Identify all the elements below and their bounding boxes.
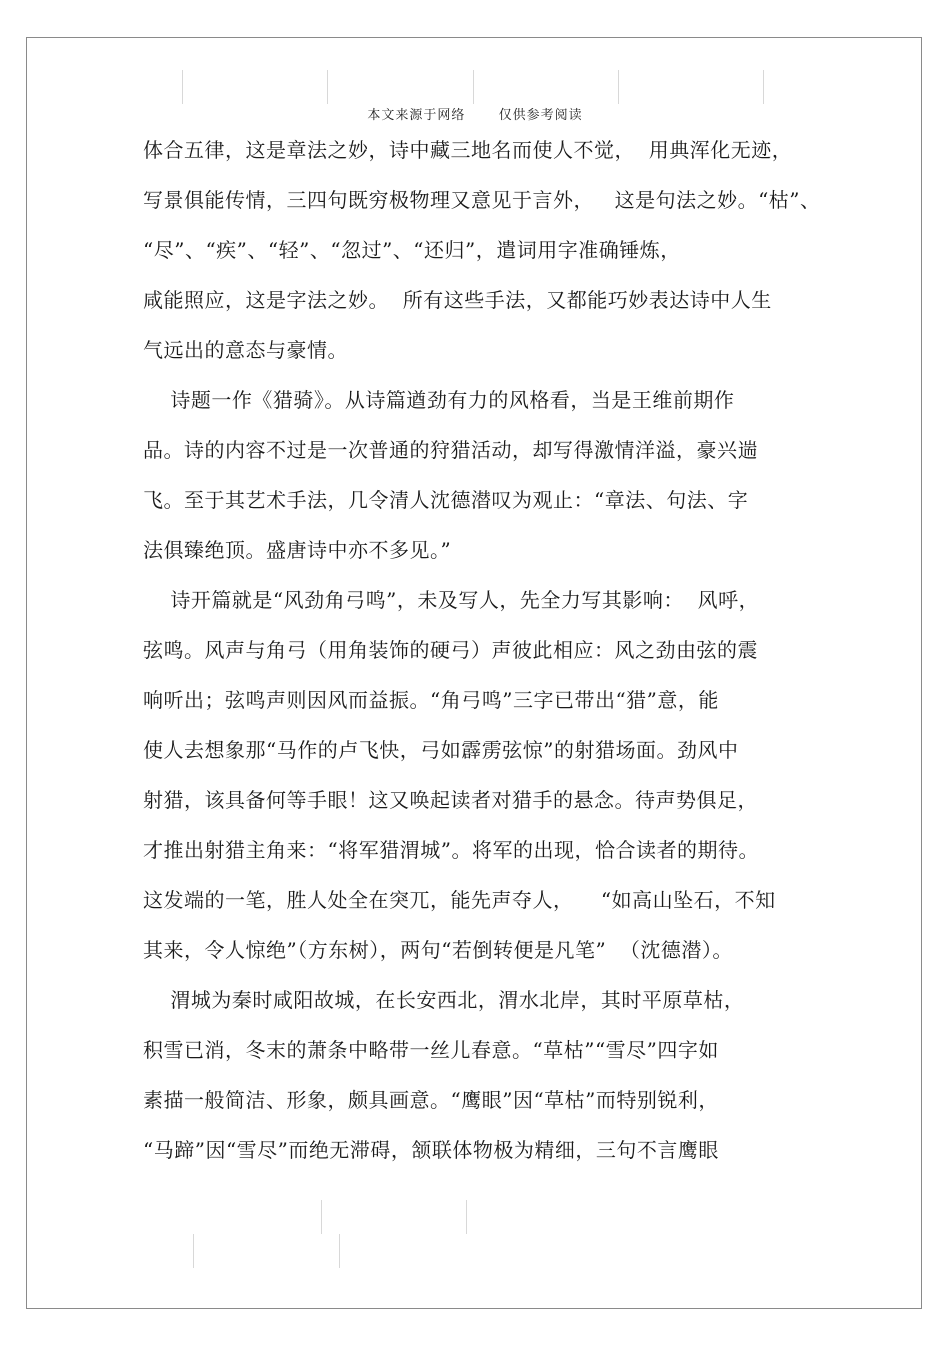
text-line: 法俱臻绝顶。盛唐诗中亦不多见。” — [143, 538, 452, 562]
text-line: 其来，令人惊绝”（方东树），两句“若倒转便是凡笔” （沈德潜）。 — [143, 938, 733, 962]
text-line: 品。诗的内容不过是一次普通的狩猎活动，却写得激情洋溢，豪兴遄 — [143, 438, 758, 462]
footer-divider — [466, 1200, 467, 1234]
text-line: 写景俱能传情，三四句既穷极物理又意见于言外， 这是句法之妙。“枯”、 — [143, 188, 821, 212]
page-frame — [26, 37, 922, 1309]
header-divider — [618, 70, 619, 104]
header-source: 本文来源于网络 — [367, 108, 466, 123]
header-note: 仅供参考阅读 — [498, 108, 583, 123]
text-line: “尽”、“疾”、“轻”、“忽过”、“还归”，遣词用字准确锤炼， — [143, 238, 681, 262]
text-line: 体合五律，这是章法之妙，诗中藏三地名而使人不觉， 用典浑化无迹， — [143, 138, 793, 162]
text-line: 响听出；弦鸣声则因风而益振。“角弓鸣”三字已带出“猎”意，能 — [143, 688, 719, 712]
text-line: 射猎，该具备何等手眼！这又唤起读者对猎手的悬念。待声势俱足， — [143, 788, 758, 812]
text-line: 素描一般简洁、形象，颇具画意。“鹰眼”因“草枯”而特别锐利， — [143, 1088, 719, 1112]
text-line: 诗开篇就是“风劲角弓鸣”，未及写人，先全力写其影响： 风呼， — [143, 588, 760, 612]
header-divider — [473, 70, 474, 104]
page-header — [0, 104, 950, 123]
text-line: 渭城为秦时咸阳故城，在长安西北，渭水北岸，其时平原草枯， — [143, 988, 745, 1012]
text-line: 才推出射猎主角来：“将军猎渭城”。将军的出现，恰合读者的期待。 — [143, 838, 759, 862]
text-line: 积雪已消，冬末的萧条中略带一丝儿春意。“草枯”“雪尽”四字如 — [143, 1038, 719, 1062]
text-line: 使人去想象那“马作的卢飞快，弓如霹雳弦惊”的射猎场面。劲风中 — [143, 738, 739, 762]
footer-divider — [193, 1234, 194, 1268]
text-line: 诗题一作《猎骑》。从诗篇遒劲有力的风格看，当是王维前期作 — [143, 388, 735, 412]
text-line: 飞。至于其艺术手法，几令清人沈德潜叹为观止：“章法、句法、字 — [143, 488, 749, 512]
header-divider — [327, 70, 328, 104]
header-divider — [182, 70, 183, 104]
text-line: 咸能照应，这是字法之妙。 所有这些手法，又都能巧妙表达诗中人生 — [143, 288, 772, 312]
text-line: 弦鸣。风声与角弓（用角装饰的硬弓）声彼此相应：风之劲由弦的震 — [143, 638, 758, 662]
footer-divider — [321, 1200, 322, 1234]
header-divider — [763, 70, 764, 104]
text-line: 气远出的意态与豪情。 — [143, 338, 348, 362]
text-line: 这发端的一笔，胜人处全在突兀，能先声夺人， “如高山坠石，不知 — [143, 888, 776, 912]
footer-divider — [339, 1234, 340, 1268]
text-line: “马蹄”因“雪尽”而绝无滞碍，颔联体物极为精细，三句不言鹰眼 — [143, 1138, 719, 1162]
